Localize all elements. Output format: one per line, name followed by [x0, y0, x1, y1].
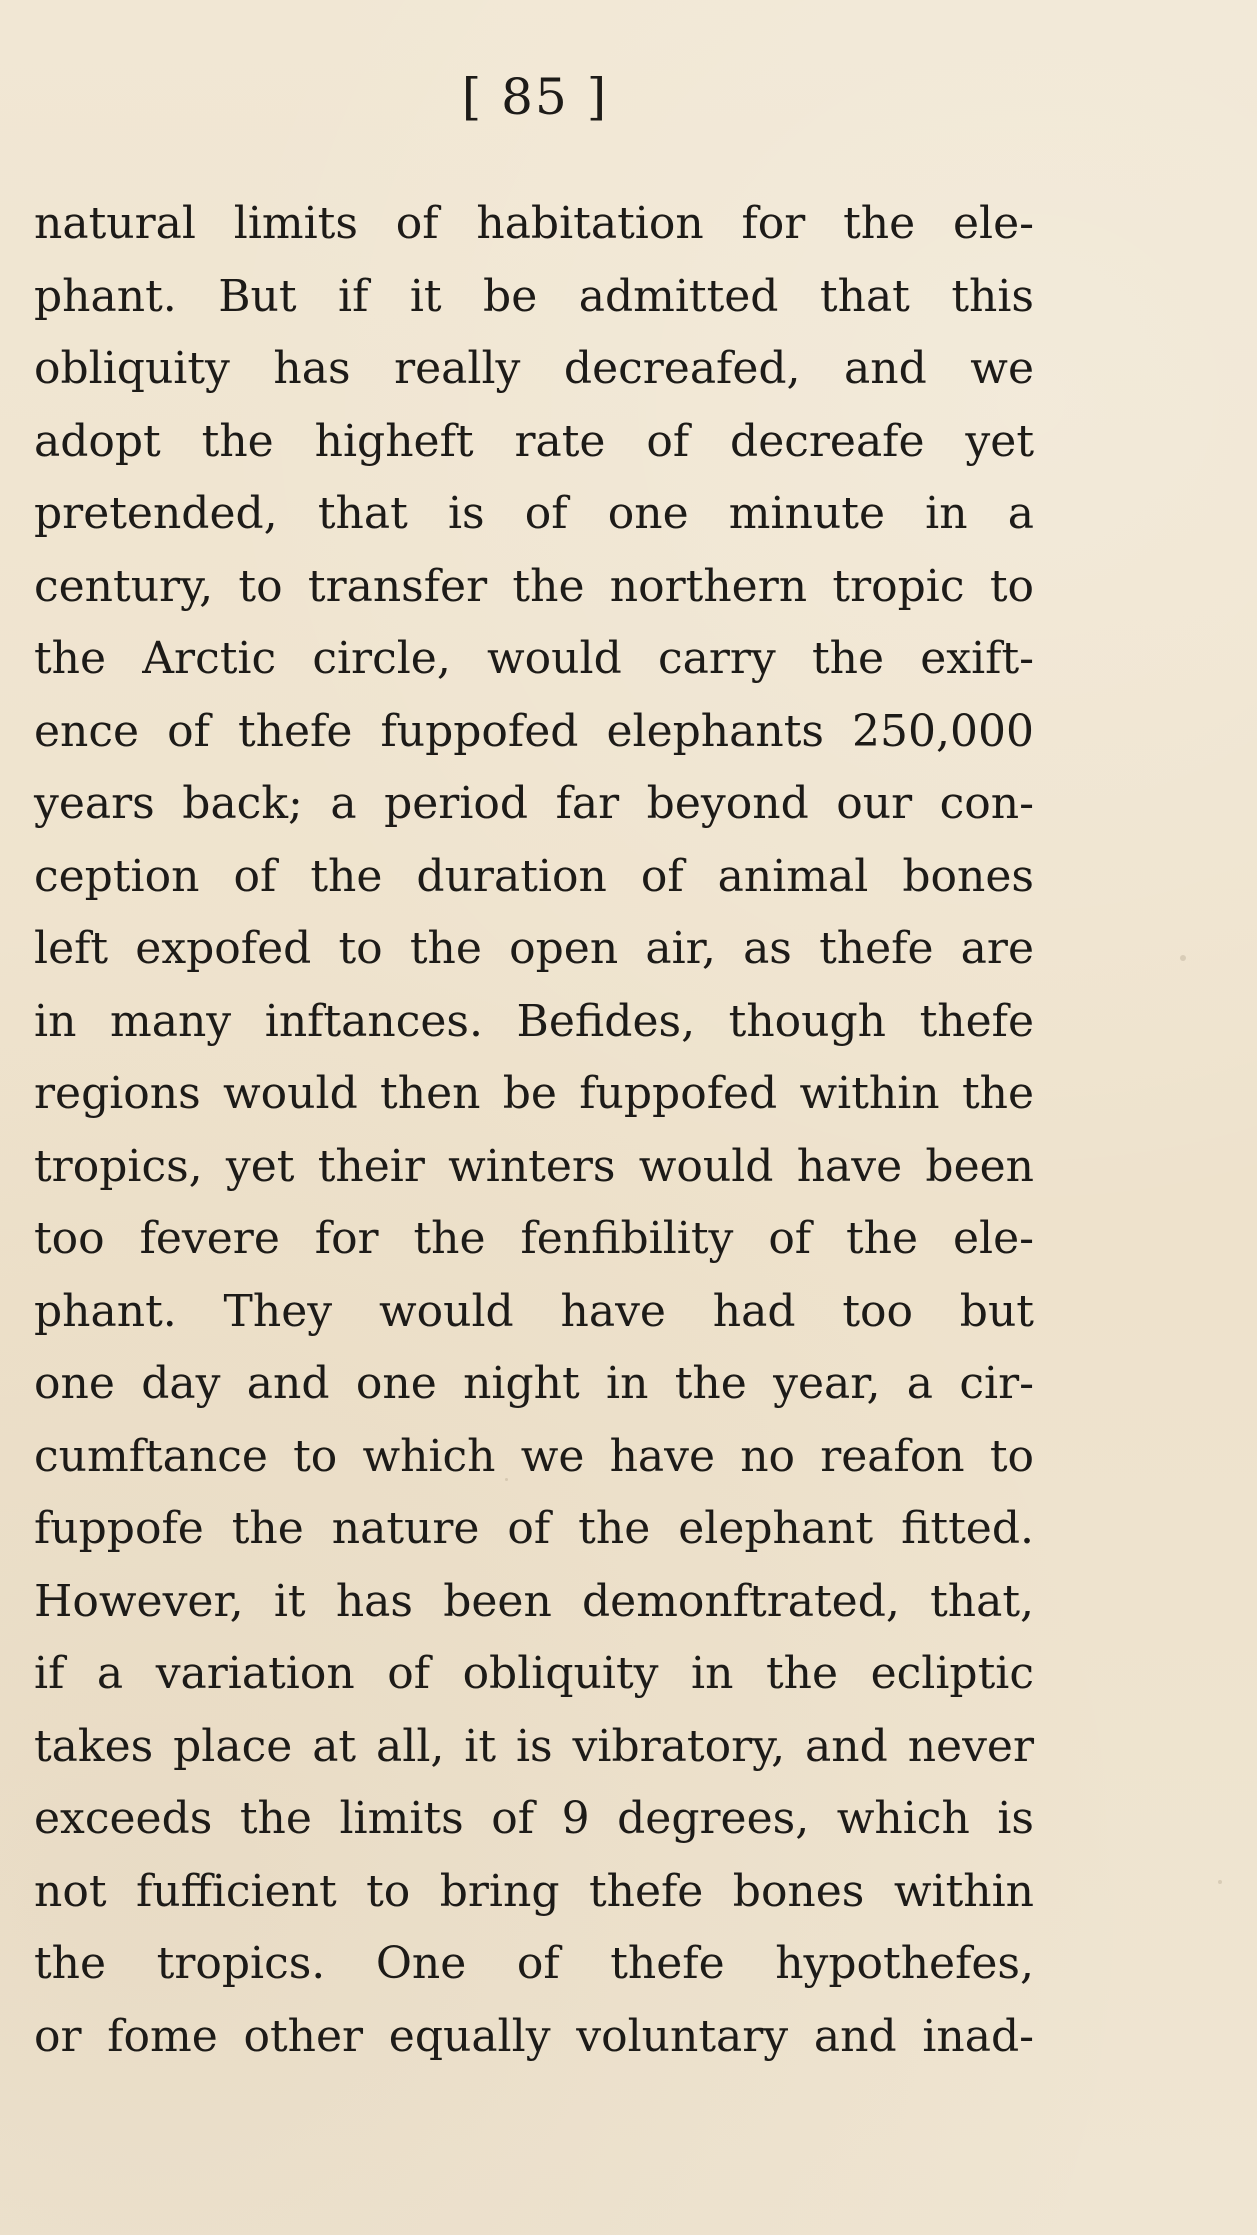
text-line: or fome other equally voluntary and inad-	[34, 2010, 1034, 2062]
text-line: takes place at all, it is vibratory, and never	[34, 1720, 1034, 1772]
body-text	[34, 188, 1034, 2073]
paper-speck	[1180, 955, 1186, 961]
text-line: phant. But if it be admitted that this	[34, 270, 1034, 322]
text-line: one day and one night in the year, a cir-	[34, 1358, 1034, 1409]
text-line: the tropics. One of thefe hypothefes,	[34, 1938, 1034, 1989]
text-line: obliquity has really decreafed, and we	[34, 343, 1034, 394]
paper-speck	[505, 1478, 508, 1481]
text-line: in many inftances. Befides, though thefe	[34, 995, 1034, 1047]
text-line: too fevere for the fenfibility of the ele-	[34, 1213, 1034, 1264]
text-line: left expofed to the open air, as thefe are	[34, 923, 1034, 974]
text-line: fuppofe the nature of the elephant fitted.	[34, 1503, 1034, 1554]
text-line: not fufficient to bring thefe bones within	[34, 1865, 1034, 1917]
text-line: However, it has been demonftrated, that,	[34, 1575, 1034, 1627]
text-line: phant. They would have had too but	[34, 1285, 1034, 1337]
text-line: if a variation of obliquity in the ecliptic	[34, 1648, 1034, 1699]
text-line: pretended, that is of one minute in a	[34, 488, 1034, 539]
text-line: tropics, yet their winters would have been	[34, 1140, 1034, 1192]
text-line: ception of the duration of animal bones	[34, 850, 1034, 902]
text-line: ence of thefe fuppofed elephants 250,000	[34, 705, 1034, 757]
text-line: cumftance to which we have no reafon to	[34, 1430, 1034, 1482]
text-line: regions would then be fuppofed within the	[34, 1068, 1034, 1119]
text-line: century, to transfer the northern tropic to	[34, 560, 1034, 612]
text-line: the Arctic circle, would carry the exift-	[34, 633, 1034, 684]
paper-speck	[1218, 1880, 1222, 1884]
page-number: [ 85 ]	[461, 68, 609, 126]
text-line: adopt the higheft rate of decreafe yet	[34, 415, 1034, 467]
text-line: years back; a period far beyond our con-	[34, 778, 1034, 829]
text-line: exceeds the limits of 9 degrees, which is	[34, 1793, 1034, 1844]
text-line: natural limits of habitation for the ele-	[34, 198, 1034, 249]
